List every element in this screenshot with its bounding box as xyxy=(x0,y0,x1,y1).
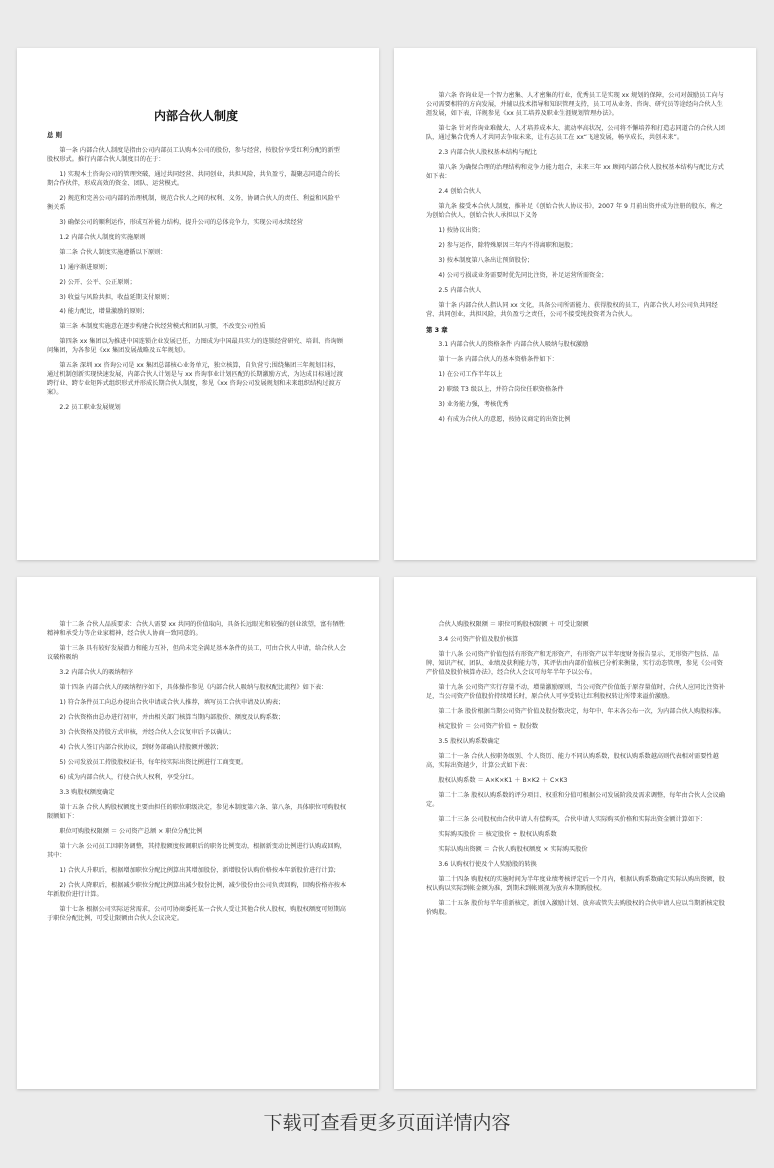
paragraph: 第九条 接受本合伙人制度，推补足《创始合伙人协议书》，2007 年 9 月前出资并成为注册的股东，称之为创始合伙人，创始合伙人承担以下义务 xyxy=(426,202,723,219)
paragraph: 4) 合伙人签订内部合伙协议，到财务部确认持股额并缴款； xyxy=(59,743,223,751)
paragraph: 3.6 认购权行使及个人奖励股的转换 xyxy=(438,860,537,868)
paragraph: 6) 成为内部合伙人，行使合伙人权利，享受分红。 xyxy=(59,773,198,781)
paragraph: 第二十二条 股权认购系数的评分项目、权重和分值可根据公司发展阶段及需求调整，每年由合伙人会议确定。 xyxy=(426,791,725,808)
paragraph: 第十四条 内部合伙人的吸纳程序如下，具体操作参见《内部合伙人吸纳与股权配比流程》如下表： xyxy=(59,683,328,691)
paragraph: 3) 按本制度第八条出让预留股份； xyxy=(438,256,534,264)
paragraph: 3.5 股权认购系数确定 xyxy=(438,737,500,745)
paragraph: 2.3 内部合伙人股权基本结构与配比 xyxy=(438,148,537,156)
paragraph: 职位可购股权限额 ＝ 公司资产总额 × 职位分配比例 xyxy=(59,827,203,835)
paragraph: 2) 参与运作，除特殊原因三年内不得离职和退股； xyxy=(438,241,577,249)
paragraph: 2) 合伙资格由总办进行初审，并由相关部门核算当期内部股价、额度及认购系数； xyxy=(59,713,285,721)
paragraph: 1) 符合条件员工向总办提出合伙申请或合伙人推荐，填写员工合伙申请及认购表； xyxy=(59,698,285,706)
section-heading: 第 3 章 xyxy=(426,325,448,334)
paragraph: 第十六条 公司员工因职务调整，其持股额度按调职后的职务比例变动，根据新变动比例进行认购或回购，其中： xyxy=(47,842,346,859)
paragraph: 1) 通序渐进原则； xyxy=(59,263,112,271)
paragraph: 合伙人购股权限额 ＝ 职位可购股权限额 ＋ 可受让限额 xyxy=(438,621,589,628)
paragraph: 2) 职级 T3 级以上，并符合岗位任职资格条件 xyxy=(438,385,564,393)
paragraph: 3) 业务能力强，考核优秀 xyxy=(438,400,509,408)
paragraph: 5) 公司发放员工持股股权证书，每年按实际出资比例进行工商变更。 xyxy=(59,758,248,766)
section-heading: 总 则 xyxy=(47,131,63,140)
paragraph: 第十条 内部合伙人指认同 xx 文化，具备公司所需能力、获得股权的员工，内部合伙人对公司负共同经营、共同创业，共担风险，共负盈亏之责任，公司不接受纯投资者为合伙人。 xyxy=(426,301,718,318)
document-page-1 xyxy=(17,48,379,560)
paragraph: 第六条 咨询业是一个智力密集、人才密集的行业，优秀员工是实现 xx 规划的保障，公司对鼓励员工向与公司需要相符的方向发展，并辅以技术指导和知识管理支持，员工可从业务、咨询、研究员等途经向合伙人生涯发展，如下表，详规参见《xx 员工培养及职业生涯规划管理办法》。 xyxy=(426,92,724,117)
document-page-4 xyxy=(394,577,756,1089)
paragraph: 1) 实现本土咨询公司的管理突破，通过共同经营、共同创业，共担风险，共负盈亏，凝聚志同道合的长期合作伙伴，形成高效的资金、团队、运营模式。 xyxy=(47,170,340,187)
paragraph: 1.2 内部合伙人制度的实施原则 xyxy=(59,233,146,241)
paragraph: 第二十三条 公司股权由合伙申请人有偿购买，合伙申请人实际购买价格和实际出资金额计算如下： xyxy=(438,815,707,823)
paragraph: 第十九条 公司资产实行存量不动，增量激励原则，当公司资产价值低于原存量值时，合伙人应同比注资补足，当公司资产价值股价持续增长时，原合伙人可享受转让红利股权转让所带来溢价激励。 xyxy=(426,683,725,700)
paragraph: 4) 公司亏损或业务需要时优先同比注资，补足运营所需资金； xyxy=(438,271,608,279)
paragraph: 实际购买股价 ＝ 核定股价 ÷ 股权认购系数 xyxy=(438,830,557,838)
paragraph: 第十二条 合伙人品质要求：合伙人需要 xx 共同的价值取向，具备长远眼光和较强的创业欲望，富有牺牲精神和承受力等企业家精神，经合伙人协商一致同意的。 xyxy=(47,621,345,637)
paragraph: 3.4 公司资产价值及股价核算 xyxy=(438,635,519,643)
paragraph: 核定股价 ＝ 公司资产价值 ÷ 股份数 xyxy=(438,722,539,730)
paragraph: 1) 合伙人升职后，根据增加职位分配比例算出其增加股份，新增股份认购价格按本年新股价进行计算; xyxy=(59,866,336,874)
paragraph: 第二十条 股价根据当期公司资产价值及股份数决定，每年中、年末各公布一次，为内部合伙人购股标准。 xyxy=(438,707,725,715)
paragraph: 第二十一条 合伙人按职务级别、个人资历、能力不同认购系数，股权认购系数越高则代表相对需要性越高，实际出资越少，计算公式如下表： xyxy=(426,752,719,769)
paragraph: 2) 合伙人降职后，根据减少职位分配比例算出减少股份比例，减少股份由公司负责回购，回购价格亦按本年新股价进行计算。 xyxy=(47,881,347,898)
paragraph: 2) 公开、公平、公正原则； xyxy=(59,278,136,286)
paragraph: 3) 合伙资格及持股方式审核，并经合伙人会议复审后予以确认； xyxy=(59,728,235,736)
paragraph: 3) 确保公司的顺利运作，形成互补能力结构，提升公司的总体竞争力，实现公司永续经营 xyxy=(59,218,303,226)
paragraph: 第一条 内部合伙人制度是指由公司内部员工认购本公司的股份，参与经营，按股份享受红利分配的新型股权形式。推行内部合伙人制度目的在于： xyxy=(47,146,340,163)
paragraph: 第三条 本制度实施意在逐步构建合伙经营模式和团队习惯，不改变公司性质 xyxy=(59,323,266,331)
paragraph: 第十八条 公司资产价值包括有形资产和无形资产，有形资产以半年度财务报告显示，无形资产包括、品牌、知识产权、团队、业绩及获利能力等，其评估由内部价值核已分析来衡量，实行动态管理，参见《公司资产价值及股价核算办法》，经合伙人会议可每年半年予以公布。 xyxy=(426,650,723,676)
paragraph: 股权认购系数 ＝ A×K×K1 ＋ B×K2 ＋ C×K3 xyxy=(438,776,568,784)
paragraph: 3.2 内部合伙人的吸纳程序 xyxy=(59,668,134,676)
paragraph: 4) 能力配比，增量激励的原则； xyxy=(59,308,149,316)
document-page-3 xyxy=(17,577,379,1089)
paragraph: 第二条 合伙人制度实施遵循以下原则： xyxy=(59,248,167,256)
paragraph: 1) 按协议出资； xyxy=(438,226,484,234)
paragraph: 第十七条 根据公司实际运营需求，公司可协商委托某一合伙人受让其他合伙人股权，购股权额度可短期高于职位分配比例，可受让限额由合伙人会议决定。 xyxy=(47,905,346,922)
paragraph: 2.4 创始合伙人 xyxy=(438,187,482,195)
paragraph: 3.1 内部合伙人的资格条件 内部合伙人吸纳与股权激励 xyxy=(438,341,589,348)
paragraph: 第十三条 具有较好发展潜力和能力互补，但尚未完全满足基本条件的员工，可由合伙人申请，给合伙人会议破格吸纳 xyxy=(47,644,346,661)
paragraph: 第二十五条 股价每半年重新核定，新加入激励计划、放弃或管失去购股权的合伙申请人应以当期新核定股价购股。 xyxy=(426,899,725,916)
document-page-2 xyxy=(394,48,756,560)
paragraph: 第二十四条 购股权的实施时间为半年度业绩考核评定后一个月内，根据认购系数确定实际认购出资额，股权认购以实际到帐金额为准，到期未到帐则视为放弃本期购股权。 xyxy=(426,875,725,892)
paragraph: 第四条 xx 集团以为推进中国连锁企业发展已任，力图成为中国最具实力的连锁经营研究、培训、咨询顾问集团，为各参见《xx 集团发展战略及五年规划》。 xyxy=(47,338,343,355)
paragraph: 第十五条 合伙人购股权额度主要由担任的职位职级决定，参见本制度第六条、第八条，具体职位可购股权限额如下： xyxy=(47,803,346,820)
paragraph: 3) 收益与风险共担，收益延期支付原则； xyxy=(59,293,173,301)
document-title: 内部合伙人制度 xyxy=(153,109,238,123)
paragraph: 第十一条 内部合伙人的基本资格条件如下： xyxy=(438,355,558,363)
paragraph: 3.3 购股权额度确定 xyxy=(59,788,115,796)
paragraph: 第五条 深圳 xx 咨询公司是 xx 集团总部核心业务单元，独立核算，自负营亏;围绕集团三年规划目标，通过机制创新实现快速发展，内部合伙人计划是与 xx 咨询事业计划匹配的长期激励方式，为达成目标通过渡跨行业、跨专业矩阵式组织形式并形成长期合伙人制度，参见《xx 咨询公司发展规划和未来组织结构过渡方案》。 xyxy=(47,362,343,397)
paragraph: 实际认购出资额 ＝ 合伙人购股权额度 × 实际购买股价 xyxy=(438,845,588,853)
paragraph: 2.2 员工职业发展规划 xyxy=(59,404,121,412)
paragraph: 第七条 针对咨询业难做大、人才培养成本大、流动率高状况，公司将不懈培养和打造志同道合的合伙人团队，通过集合优秀人才共同去争取未来，让有志员工在 xx“飞速发展，畅享成长，共创未来”。 xyxy=(426,124,725,141)
paragraph: 2.5 内部合伙人 xyxy=(438,286,482,294)
paragraph: 4) 有成为合伙人的意愿，按协议商定的出资比例 xyxy=(438,415,571,423)
download-more-prompt[interactable]: 下载可查看更多页面详情内容 xyxy=(263,1112,511,1134)
paragraph: 2) 规范和完善公司内部的治理机制，规范合伙人之间的权利、义务，协调合伙人的责任、利益和风险平衡关系 xyxy=(47,194,340,211)
paragraph: 第八条 为确保合理的治理结构和竞争力能力组合，未来三年 xx 顾问内部合伙人股权基本结构与配比方式如下表： xyxy=(426,163,724,180)
paragraph: 1) 在公司工作半年以上 xyxy=(438,370,503,378)
